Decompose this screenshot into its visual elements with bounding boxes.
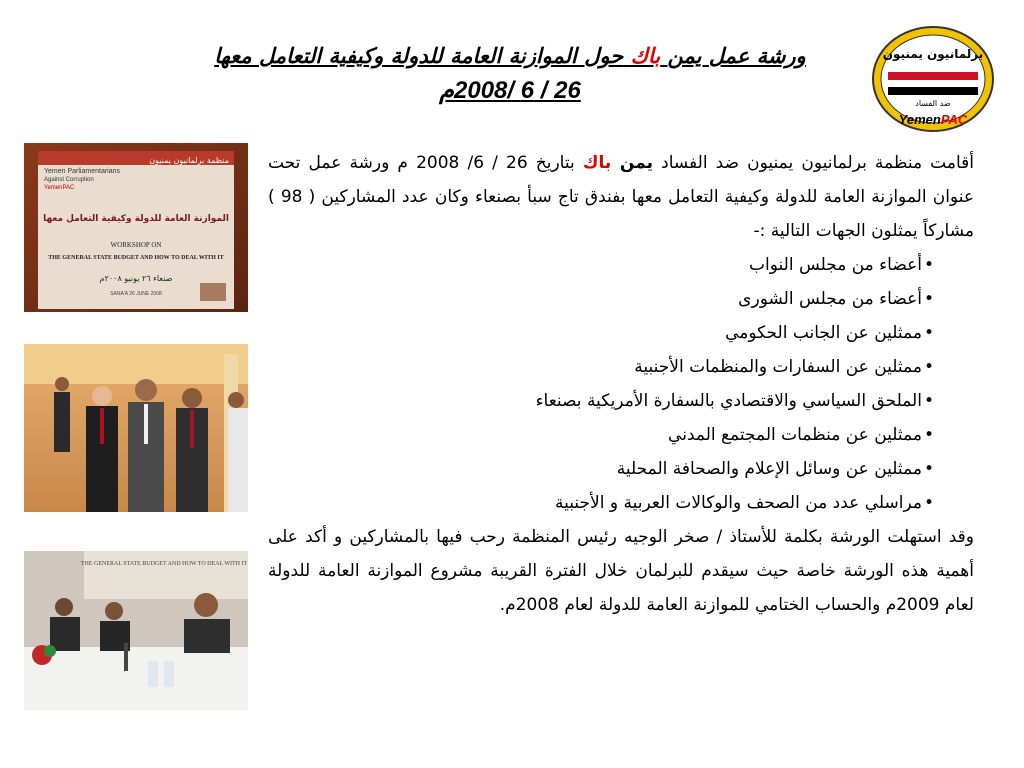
svg-text:THE GENERAL STATE BUDGET AND H: THE GENERAL STATE BUDGET AND HOW TO DEAL WITH IT <box>48 255 224 261</box>
photo-participants <box>24 344 248 512</box>
bullet-icon: • <box>923 493 934 513</box>
bullet-icon: • <box>923 255 934 275</box>
intro-text-1: أقامت منظمة برلمانيون يمنيون ضد الفساد <box>661 153 975 173</box>
bullet-icon: • <box>923 289 934 309</box>
list-item-text: أعضاء من مجلس النواب <box>749 255 922 275</box>
list-item-text: الملحق السياسي والاقتصادي بالسفارة الأمريكية بصنعاء <box>535 391 922 411</box>
intro-brand <box>583 153 653 173</box>
svg-text:منظمة برلمانيون يمنيون: منظمة برلمانيون يمنيون <box>149 156 229 165</box>
title-brand-red: باك <box>630 44 661 68</box>
logo-brand-text <box>899 112 968 127</box>
title-line <box>170 40 850 72</box>
logo-emblem-icon <box>868 24 998 134</box>
logo-brand-black: Yemen <box>898 112 941 127</box>
svg-text:Against Corruption: Against Corruption <box>44 177 94 183</box>
list-item <box>268 418 934 452</box>
svg-text:صنعاء ٢٦ يونيو ٢٠٠٨م: صنعاء ٢٦ يونيو ٢٠٠٨م <box>99 274 173 283</box>
intro-brand-2: باك <box>582 153 612 173</box>
closing-paragraph: وقد استهلت الورشة بكلمة للأستاذ / صخر الوجيه رئيس المنظمة رحب فيها بالمشاركين و أكد على أهمية هذه الورشة خاصة حيث سيقدم للبرلمان خلال الفترة القريبة مشروع الموازنة العامة للدولة لعام 2009م والحساب الختامي للموازنة العامة للدولة لعام 2008م. <box>268 527 974 615</box>
svg-text:الموازنة العامة للدولة وكيفية: الموازنة العامة للدولة وكيفية التعامل معها <box>43 214 229 224</box>
intro-brand-1: يمن <box>619 153 653 173</box>
bullet-icon: • <box>923 459 934 479</box>
list-item <box>268 316 934 350</box>
intro-text-2: بتاريخ 26 / 6/ 2008 م ورشة عمل تحت عنوان الموازنة العامة للدولة وكيفية التعامل معها بفندق تاج سبأ بصنعاء وكان عدد المشاركين ( 98 ) مشاركاً يمثلون الجهات التالية :- <box>268 153 974 241</box>
slide-title <box>170 40 850 108</box>
svg-text:WORKSHOP ON: WORKSHOP ON <box>110 241 162 249</box>
list-item-text: ممثلين عن وسائل الإعلام والصحافة المحلية <box>616 459 922 479</box>
svg-text:SANA'A 26 JUNE 2008: SANA'A 26 JUNE 2008 <box>110 291 162 297</box>
participant-entities-list <box>268 248 974 520</box>
logo-brand-red: PAC <box>940 112 968 127</box>
panel-photo-image <box>24 551 248 710</box>
bullet-icon: • <box>923 323 934 343</box>
title-part-1: ورشة عمل يمن <box>667 44 806 68</box>
photo-panel-table <box>24 551 248 710</box>
svg-text:YemenPAC: YemenPAC <box>44 185 75 191</box>
bullet-icon: • <box>923 391 934 411</box>
photo-workshop-banner <box>24 143 248 312</box>
bullet-icon: • <box>923 357 934 377</box>
list-item <box>268 350 934 384</box>
list-item-text: مراسلي عدد من الصحف والوكالات العربية و الأجنبية <box>555 493 922 513</box>
list-item <box>268 248 934 282</box>
logo-top-text: برلمانيون يمنيون <box>882 47 984 61</box>
intro-paragraph <box>268 146 974 248</box>
title-date: 26 / 6 /2008م <box>439 77 581 104</box>
article-body <box>268 146 974 622</box>
banner-photo-image <box>24 143 248 312</box>
list-item-text: أعضاء من مجلس الشورى <box>738 289 922 309</box>
list-item-text: ممثلين عن منظمات المجتمع المدني <box>668 425 922 445</box>
svg-text:THE GENERAL STATE BUDGET AND H: THE GENERAL STATE BUDGET AND HOW TO DEAL WITH IT <box>80 561 248 567</box>
bullet-icon: • <box>923 425 934 445</box>
list-item-text: ممثلين عن السفارات والمنظمات الأجنبية <box>634 357 922 377</box>
list-item <box>268 282 934 316</box>
title-part-2: حول الموازنة العامة للدولة وكيفية التعامل معها <box>214 44 624 68</box>
participants-photo-image <box>24 344 248 512</box>
list-item <box>268 486 934 520</box>
list-item <box>268 384 934 418</box>
logo-sub-text: ضد الفساد <box>915 99 951 108</box>
list-item-text: ممثلين عن الجانب الحكومي <box>725 323 922 343</box>
svg-text:Yemen Parliamentarians: Yemen Parliamentarians <box>44 168 121 175</box>
list-item <box>268 452 934 486</box>
yemenpac-logo <box>868 24 998 134</box>
